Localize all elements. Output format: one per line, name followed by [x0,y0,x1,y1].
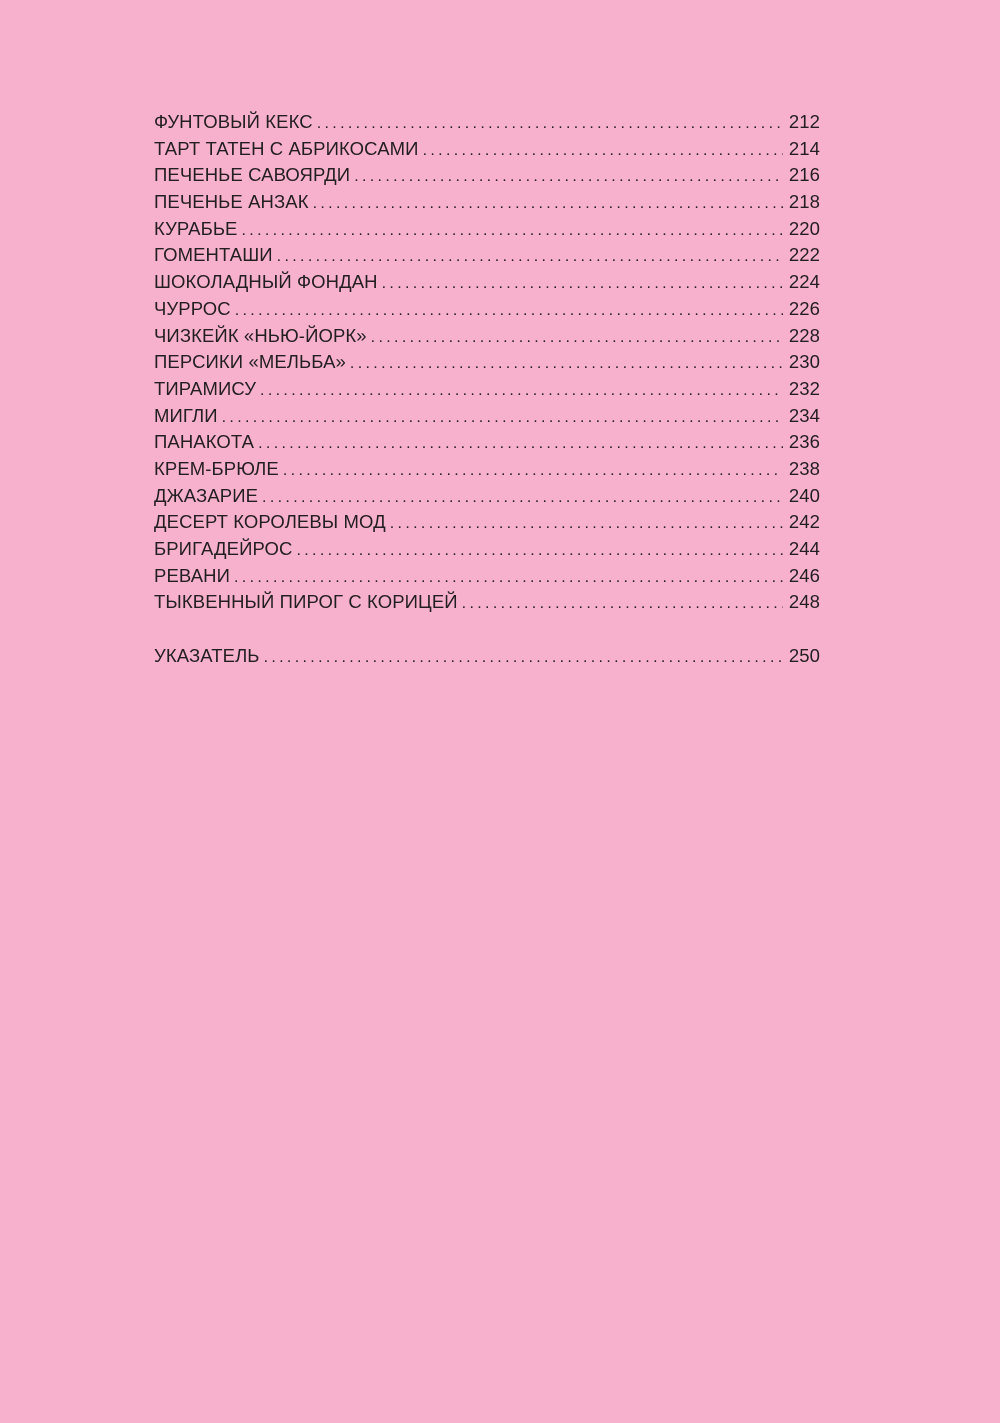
toc-entry-page: 224 [788,271,820,293]
toc-entry[interactable] [154,216,820,243]
toc-entry-title: ТЫКВЕННЫЙ ПИРОГ С КОРИЦЕЙ [154,591,458,613]
recipe-list [154,109,820,616]
toc-entry-title: БРИГАДЕЙРОС [154,538,293,559]
toc-entry-page: 214 [788,137,820,159]
index-list [154,643,820,670]
toc-entry-title: ПЕЧЕНЬЕ АНЗАК [154,191,309,213]
dot-leader [350,351,783,378]
toc-entry-page: 228 [788,324,820,346]
toc-entry[interactable] [154,136,820,163]
toc-entry-page: 250 [788,644,820,666]
toc-entry-page: 248 [788,591,820,613]
toc-entry[interactable] [154,323,820,350]
dot-leader [382,271,783,298]
toc-entry[interactable] [154,269,820,296]
dot-leader [423,138,783,165]
toc-entry[interactable] [154,349,820,376]
dot-leader [235,298,783,325]
dot-leader [462,591,783,618]
toc-entry-title: МИГЛИ [154,404,218,426]
dot-leader [390,511,783,538]
dot-leader [317,111,783,138]
toc-entry[interactable] [154,536,820,563]
toc-entry-title: ДЕСЕРТ КОРОЛЕВЫ МОД [154,511,386,533]
toc-entry-title: ЧУРРОС [154,297,231,319]
toc-entry-title: ГОМЕНТАШИ [154,244,273,266]
toc-entry-page: 246 [788,564,820,586]
toc-entry[interactable] [154,429,820,456]
toc-entry[interactable] [154,109,820,136]
toc-entry-title: ТИРАМИСУ [154,377,257,399]
toc-entry-page: 230 [788,351,820,373]
toc-entry-index[interactable] [154,643,820,670]
toc-entry-page: 220 [788,217,820,239]
toc-entry-page: 216 [788,164,820,186]
toc-entry-title: ФУНТОВЫЙ КЕКС [154,111,313,132]
toc-entry-page: 218 [788,191,820,213]
dot-leader [234,565,783,592]
dot-leader [242,218,784,245]
dot-leader [258,431,783,458]
toc-entry-title: ЧИЗКЕЙК «НЬЮ-ЙОРК» [154,324,367,346]
toc-entry-page: 236 [788,431,820,453]
table-of-contents [154,109,820,669]
toc-entry-title: ПАНАКОТА [154,431,255,453]
toc-entry-title: УКАЗАТЕЛЬ [154,644,260,666]
toc-entry-page: 212 [788,111,820,132]
toc-entry-title: ТАРТ ТАТЕН С АБРИКОСАМИ [154,137,419,159]
dot-leader [262,485,783,512]
dot-leader [313,191,783,218]
toc-entry-page: 226 [788,297,820,319]
dot-leader [296,538,783,565]
dot-leader [283,458,783,485]
toc-entry-title: КУРАБЬЕ [154,217,238,239]
toc-entry-title: ДЖАЗАРИЕ [154,484,259,506]
toc-entry[interactable] [154,296,820,323]
toc-entry[interactable] [154,403,820,430]
toc-entry-page: 234 [788,404,820,426]
toc-entry[interactable] [154,563,820,590]
toc-entry[interactable] [154,589,820,616]
toc-entry-page: 244 [788,538,820,559]
toc-entry[interactable] [154,189,820,216]
toc-entry-title: ПЕРСИКИ «МЕЛЬБА» [154,351,346,373]
toc-entry[interactable] [154,162,820,189]
dot-leader [371,325,783,352]
dot-leader [222,405,783,432]
dot-leader [277,244,783,271]
toc-entry-page: 240 [788,484,820,506]
toc-entry[interactable] [154,376,820,403]
toc-entry[interactable] [154,242,820,269]
toc-entry-page: 242 [788,511,820,533]
toc-entry-title: ШОКОЛАДНЫЙ ФОНДАН [154,271,378,293]
dot-leader [264,645,783,672]
dot-leader [260,378,783,405]
toc-entry-page: 232 [788,377,820,399]
toc-entry[interactable] [154,509,820,536]
toc-entry[interactable] [154,483,820,510]
toc-entry-page: 238 [788,457,820,479]
toc-entry-page: 222 [788,244,820,266]
toc-entry[interactable] [154,456,820,483]
dot-leader [354,164,783,191]
toc-entry-title: КРЕМ-БРЮЛЕ [154,457,279,479]
toc-entry-title: ПЕЧЕНЬЕ САВОЯРДИ [154,164,351,186]
toc-entry-title: РЕВАНИ [154,564,231,586]
